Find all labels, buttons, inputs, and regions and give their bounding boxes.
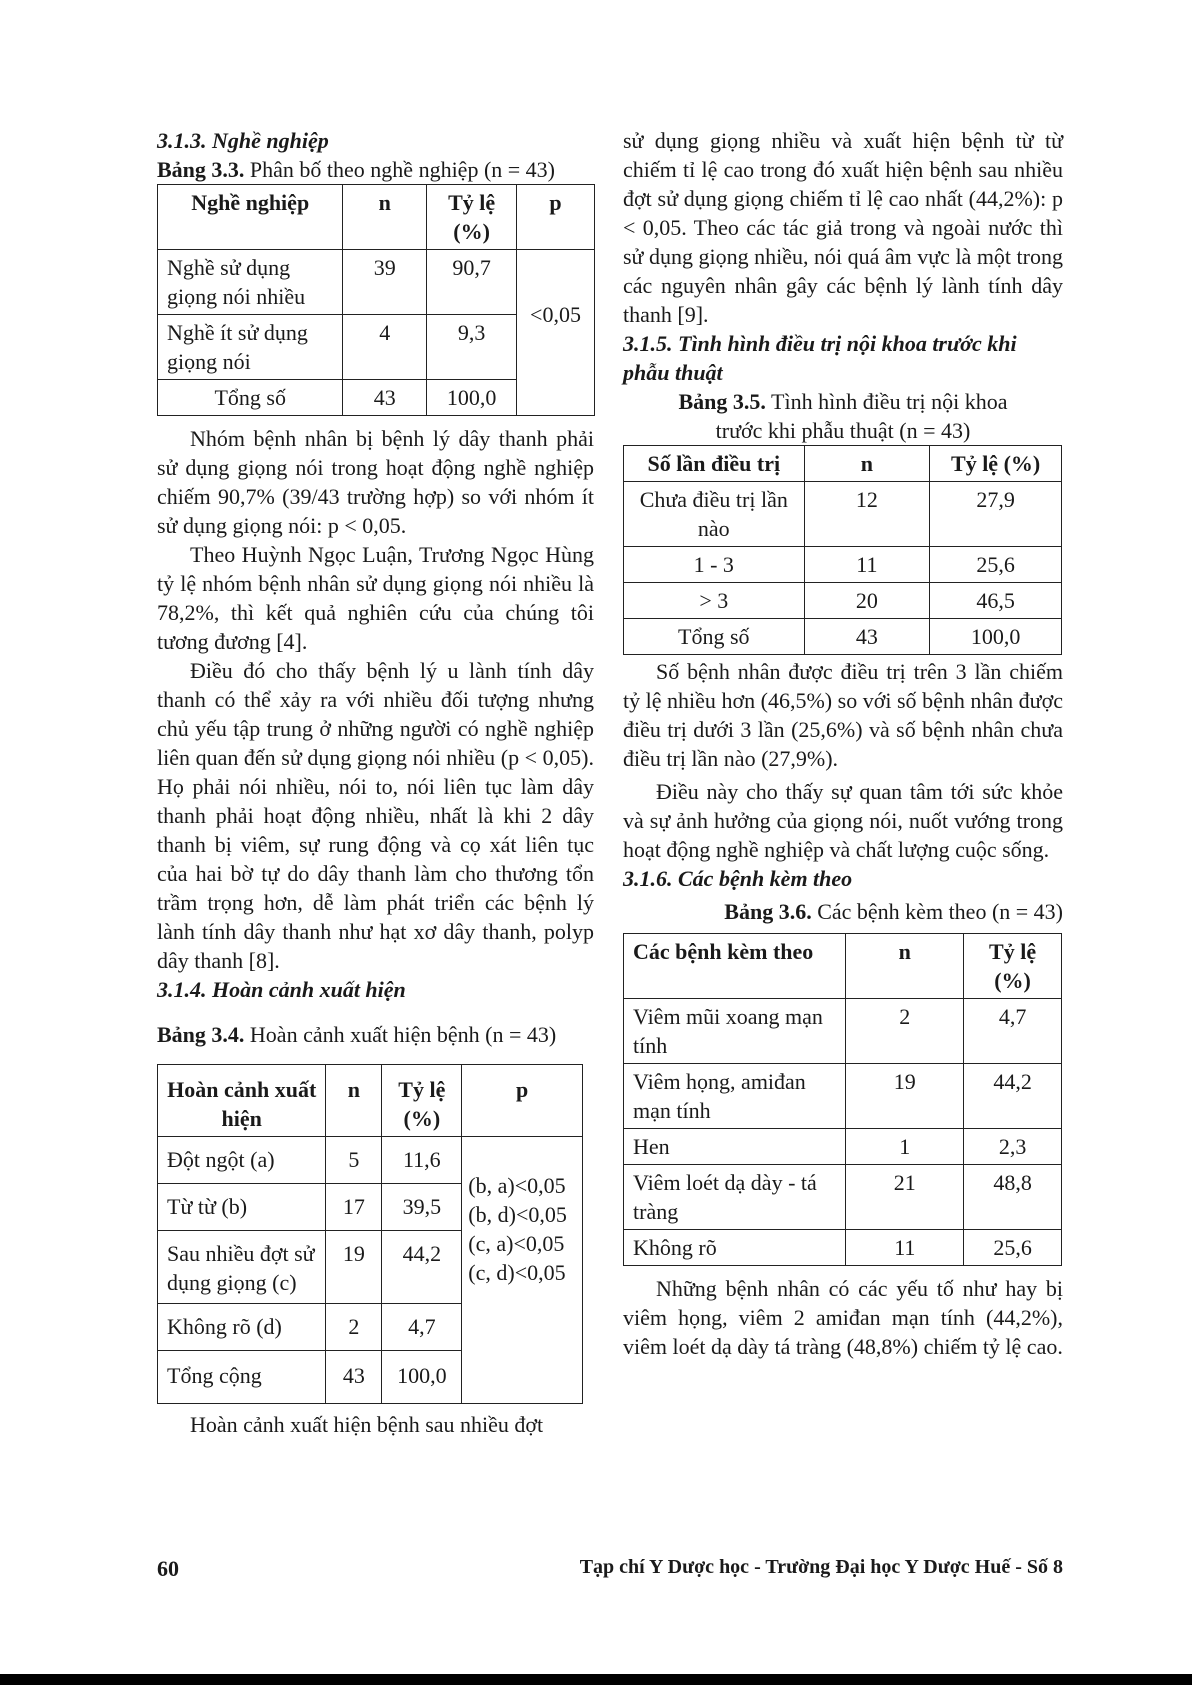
table-title: Hoàn cảnh xuất hiện bệnh (n = 43) [244,1022,557,1047]
cell: 19 [326,1231,382,1304]
cell: 4,7 [964,999,1062,1064]
right-column [623,126,1063,1361]
cell: Viêm họng, amiđan mạn tính [624,1064,846,1129]
cell: 19 [846,1064,964,1129]
header-cell: Số lần điều trị [624,446,805,482]
cell: 100,0 [930,619,1062,655]
cell: 12 [804,482,930,547]
table-row [624,1165,1062,1230]
cell: 43 [343,380,427,416]
cell: 39 [343,250,427,315]
cell: 17 [326,1184,382,1231]
cell: Từ từ (b) [158,1184,326,1231]
cell: Sau nhiều đợt sử dụng giọng (c) [158,1231,326,1304]
paragraph: Điều đó cho thấy bệnh lý u lành tính dây thanh có thể xảy ra với nhiều đối tượng nhưng chủ yếu tập trung ở những người có nghề nghiệp liên quan đến sử dụng giọng nói nhiều (p < 0,05). Họ phải nói nhiều, nói to, nói liên tục làm dây thanh phải hoạt động nhiều, nhất là khi 2 dây thanh bị viêm, sự rung động và cọ xát liên tục của hai bờ tự do dây thanh làm cho thương tổn trầm trọng hơn, dễ làm phát triển các bệnh lý lành tính dây thanh như hạt xơ dây thanh, polyp dây thanh [8]. [157,658,594,973]
p-value-cell: <0,05 [517,250,595,380]
cell: Tổng số [624,619,805,655]
table-header-row [158,1065,583,1137]
cell: Tổng cộng [158,1351,326,1404]
cell: Viêm loét dạ dày - tá tràng [624,1165,846,1230]
cell: 2,3 [964,1129,1062,1165]
cell: 20 [804,583,930,619]
p-value-cell [462,1137,583,1404]
table-row [158,250,595,315]
table-3-3 [157,184,595,416]
table-row [624,619,1062,655]
cell: 25,6 [964,1230,1062,1266]
paragraph: Số bệnh nhân được điều trị trên 3 lần chiếm tỷ lệ nhiều hơn (46,5%) so với số bệnh nhân được điều trị dưới 3 lần (25,6%) và số bệnh nhân chưa điều trị lần nào (27,9%). [623,659,1063,771]
cell: 4 [343,315,427,380]
cell: 1 [846,1129,964,1165]
table-3-5-caption-line2: trước khi phẫu thuật (n = 43) [715,418,971,443]
table-label: Bảng 3.5. [678,389,766,414]
paragraph: sử dụng giọng nhiều và xuất hiện bệnh từ từ chiếm tỉ lệ cao trong đó xuất hiện bệnh sau nhiều đợt sử dụng giọng chiếm tỉ lệ cao nhất (44,2%): p < 0,05. Theo các tác giả trong và ngoài nước thì sử dụng giọng nhiều, nói quá âm vực là một trong các nguyên nhân gây các bệnh lý lành tính dây thanh [9]. [623,128,1063,327]
cell: Không rõ [624,1230,846,1266]
table-title: Các bệnh kèm theo (n = 43) [811,899,1063,924]
header-cell: Tỷ lệ (%) [964,934,1062,999]
section-heading-3-1-5: 3.1.5. Tình hình điều trị nội khoa trước khi phẫu thuật [623,331,1017,385]
table-label: Bảng 3.6. [724,899,812,924]
cell: > 3 [624,583,805,619]
bottom-edge-bar [0,1674,1192,1685]
header-cell: n [846,934,964,999]
table-header-row [624,446,1062,482]
cell: 48,8 [964,1165,1062,1230]
cell: 1 - 3 [624,547,805,583]
table-row [624,482,1062,547]
cell: 21 [846,1165,964,1230]
cell: 11 [804,547,930,583]
table-3-3-caption [157,155,594,184]
cell: Nghề sử dụng giọng nói nhiều [158,250,343,315]
cell: 4,7 [382,1304,462,1351]
cell: 90,7 [427,250,517,315]
cell: 43 [804,619,930,655]
page-number: 60 [157,1556,179,1581]
paragraph: Điều này cho thấy sự quan tâm tới sức khỏe và sự ảnh hưởng của giọng nói, nuốt vướng trong hoạt động nghề nghiệp và chất lượng cuộc sống. [623,779,1063,862]
table-label: Bảng 3.4. [157,1022,245,1047]
table-row [624,1230,1062,1266]
header-cell: Các bệnh kèm theo [624,934,846,999]
p-value: (c, a)<0,05 [468,1231,565,1256]
paragraph: Hoàn cảnh xuất hiện bệnh sau nhiều đợt [190,1412,544,1437]
cell: Đột ngột (a) [158,1137,326,1184]
table-3-6 [623,933,1062,1266]
table-row [624,1064,1062,1129]
table-row [624,547,1062,583]
header-cell: n [343,185,427,250]
header-cell: Tỷ lệ (%) [382,1065,462,1137]
header-cell: Nghề nghiệp [158,185,343,250]
header-cell: Tỷ lệ (%) [930,446,1062,482]
table-header-row [624,934,1062,999]
table-header-row [158,185,595,250]
p-value: (b, a)<0,05 [468,1173,566,1198]
header-cell: n [804,446,930,482]
cell: 100,0 [427,380,517,416]
cell: 27,9 [930,482,1062,547]
cell: 43 [326,1351,382,1404]
empty-cell [517,380,595,416]
cell: 46,5 [930,583,1062,619]
left-column [157,126,594,1439]
cell: Nghề ít sử dụng giọng nói [158,315,343,380]
cell: 39,5 [382,1184,462,1231]
journal-name: Tạp chí Y Dược học - Trường Đại học Y Dược Huế - Số 8 [579,1556,1063,1578]
cell: 11,6 [382,1137,462,1184]
paragraph: Theo Huỳnh Ngọc Luận, Trương Ngọc Hùng tỷ lệ nhóm bệnh nhân sử dụng giọng nói nhiều là 78,2%, thì kết quả nghiên cứu của chúng tôi tương đương [4]. [157,542,594,654]
cell: Chưa điều trị lần nào [624,482,805,547]
table-3-6-caption [623,897,1063,926]
header-cell: n [326,1065,382,1137]
cell: 2 [846,999,964,1064]
cell: Viêm mũi xoang mạn tính [624,999,846,1064]
cell: 2 [326,1304,382,1351]
section-heading-3-1-3: 3.1.3. Nghề nghiệp [157,128,329,153]
table-3-4-caption [157,1020,594,1049]
table-row [624,1129,1062,1165]
table-title: Phân bố theo nghề nghiệp (n = 43) [244,157,555,182]
cell: 100,0 [382,1351,462,1404]
header-cell: p [517,185,595,250]
table-row [158,380,595,416]
cell: Hen [624,1129,846,1165]
cell: Không rõ (d) [158,1304,326,1351]
section-heading-3-1-4: 3.1.4. Hoàn cảnh xuất hiện [157,977,406,1002]
section-heading-3-1-6: 3.1.6. Các bệnh kèm theo [623,866,853,891]
table-title: Tình hình điều trị nội khoa [765,389,1008,414]
table-row [624,999,1062,1064]
cell: 25,6 [930,547,1062,583]
paragraph: Những bệnh nhân có các yếu tố như hay bị viêm họng, viêm 2 amiđan mạn tính (44,2%), viêm loét dạ dày tá tràng (48,8%) chiếm tỷ lệ cao. [623,1276,1063,1359]
header-cell: p [462,1065,583,1137]
cell: Tổng số [158,380,343,416]
header-cell: Tỷ lệ (%) [427,185,517,250]
table-3-5-caption [623,387,1063,416]
table-3-5 [623,445,1062,655]
p-value: (c, d)<0,05 [468,1260,566,1285]
cell: 44,2 [964,1064,1062,1129]
cell: 44,2 [382,1231,462,1304]
table-label: Bảng 3.3. [157,157,245,182]
paragraph: Nhóm bệnh nhân bị bệnh lý dây thanh phải sử dụng giọng nói trong hoạt động nghề nghiệp chiếm 90,7% (39/43 trường hợp) so với nhóm ít sử dụng giọng nói: p < 0,05. [157,426,594,538]
cell: 9,3 [427,315,517,380]
cell: 11 [846,1230,964,1266]
header-cell: Hoàn cảnh xuất hiện [158,1065,326,1137]
table-3-4 [157,1064,583,1404]
p-value: (b, d)<0,05 [468,1202,567,1227]
table-row [624,583,1062,619]
cell: 5 [326,1137,382,1184]
table-row [158,1137,583,1184]
